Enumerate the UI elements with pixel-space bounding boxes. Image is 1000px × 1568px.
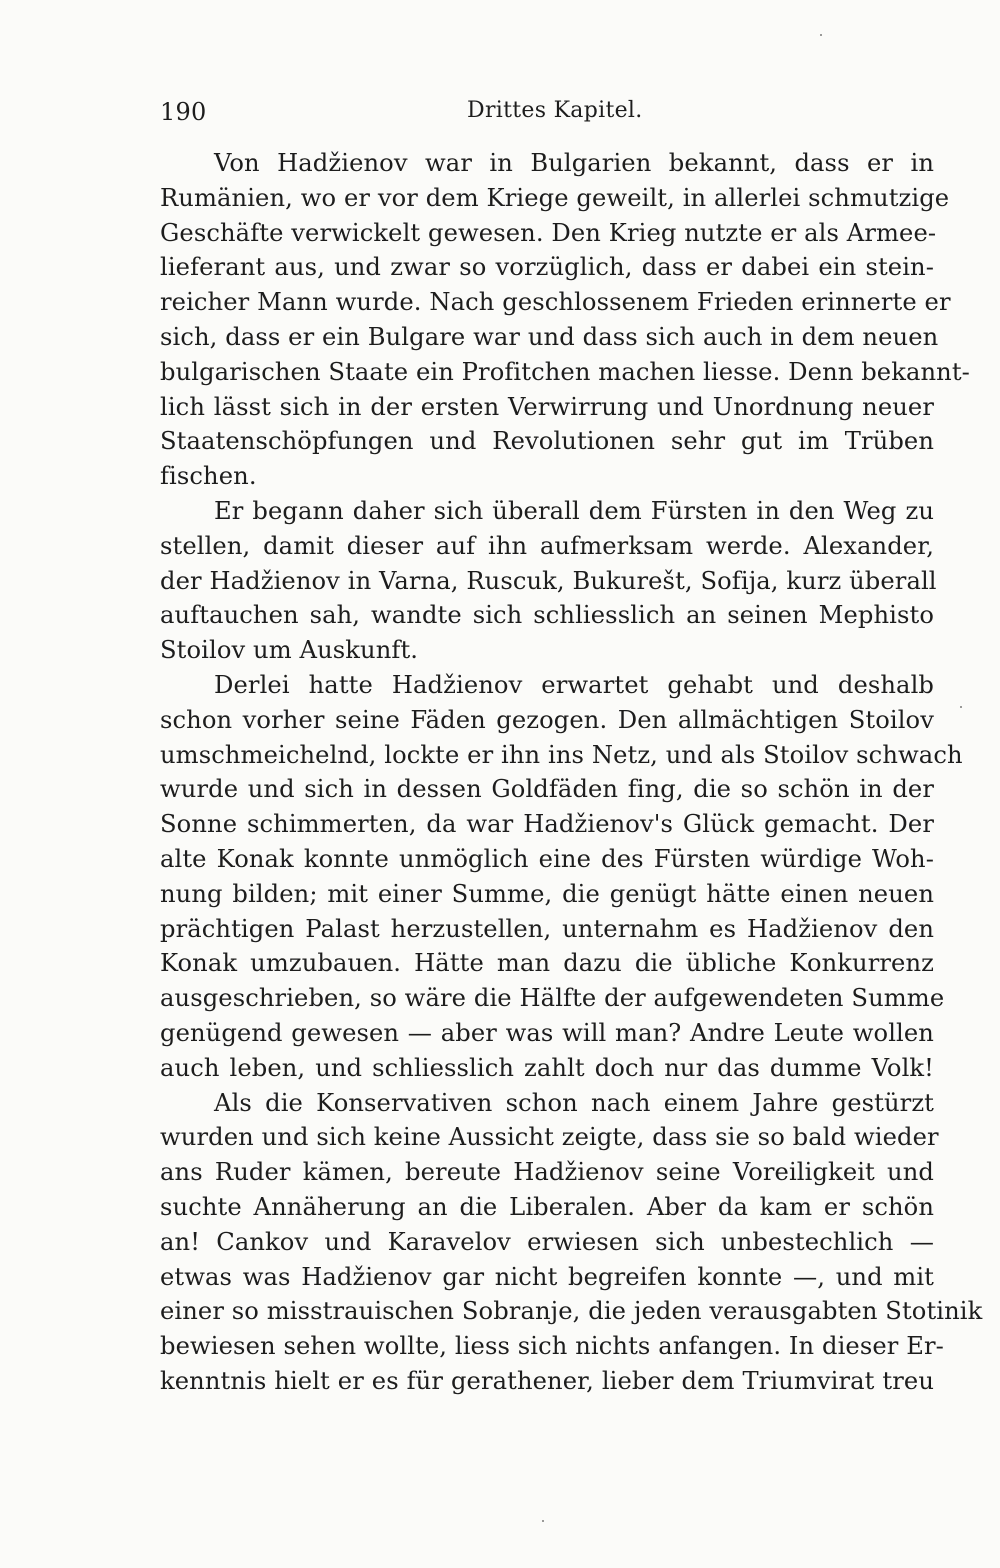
text-line: fischen. — [160, 462, 257, 491]
text-line: bewiesen sehen wollte, liess sich nichts anfangen. In dieser Er- — [160, 1332, 944, 1361]
text-line: etwas was Hadžienov gar nicht begreifen konnte —, und mit — [160, 1262, 934, 1291]
scan-mark — [542, 1520, 544, 1522]
text-line: der Hadžienov in Varna, Ruscuk, Bukurešt, Sofija, kurz überall — [160, 566, 937, 595]
text-line: Konak umzubauen. Hätte man dazu die übliche Konkurrenz — [160, 949, 934, 978]
text-line: Er begann daher sich überall dem Fürsten in den Weg zu — [214, 496, 934, 525]
text-line: lich lässt sich in der ersten Verwirrung und Unordnung neuer — [160, 392, 934, 421]
text-line: kenntnis hielt er es für gerathener, lieber dem Triumvirat treu — [160, 1366, 934, 1395]
scan-mark — [960, 706, 962, 708]
text-line: wurde und sich in dessen Goldfäden fing, die so schön in der — [160, 775, 934, 804]
text-line: alte Konak konnte unmöglich eine des Fürsten würdige Woh- — [160, 844, 934, 873]
running-head: Drittes Kapitel. — [467, 98, 643, 123]
text-line: ausgeschrieben, so wäre die Hälfte der aufgewendeten Summe — [160, 984, 945, 1013]
text-line: schon vorher seine Fäden gezogen. Den allmächtigen Stoilov — [160, 705, 934, 734]
text-line: Als die Konservativen schon nach einem Jahre gestürzt — [214, 1088, 934, 1117]
text-line: reicher Mann wurde. Nach geschlossenem Frieden erinnerte er — [160, 288, 951, 317]
text-line: Staatenschöpfungen und Revolutionen sehr gut im Trüben — [160, 427, 934, 456]
paragraph-1 — [160, 146, 970, 494]
page-number: 190 — [160, 98, 207, 126]
page-header — [160, 98, 934, 138]
text-line: Sonne schimmerten, da war Hadžienov's Glück gemacht. Der — [160, 810, 934, 839]
text-line: nung bilden; mit einer Summe, die genügt hätte einen neuen — [160, 879, 934, 908]
paragraph-2 — [160, 494, 937, 668]
text-line: an! Cankov und Karavelov erwiesen sich unbestechlich — — [160, 1227, 934, 1256]
scan-mark — [820, 34, 822, 36]
text-line: auftauchen sah, wandte sich schliesslich an seinen Mephisto — [160, 601, 934, 630]
paragraph-3 — [160, 668, 963, 1086]
text-line: umschmeichelnd, lockte er ihn ins Netz, und als Stoilov schwach — [160, 740, 963, 769]
text-line: ans Ruder kämen, bereute Hadžienov seine Voreiligkeit und — [160, 1158, 934, 1187]
text-line: einer so misstrauischen Sobranje, die jeden verausgabten Stotinik — [160, 1297, 983, 1326]
text-line: Stoilov um Auskunft. — [160, 636, 419, 665]
text-line: sich, dass er ein Bulgare war und dass sich auch in dem neuen — [160, 322, 939, 351]
text-line: Derlei hatte Hadžienov erwartet gehabt und deshalb — [214, 670, 934, 699]
text-line: auch leben, und schliesslich zahlt doch nur das dumme Volk! — [160, 1053, 934, 1082]
text-line: bulgarischen Staate ein Profitchen machen liesse. Denn bekannt- — [160, 357, 970, 386]
text-line: genügend gewesen — aber was will man? Andre Leute wollen — [160, 1018, 934, 1047]
text-line: stellen, damit dieser auf ihn aufmerksam werde. Alexander, — [160, 531, 934, 560]
text-line: suchte Annäherung an die Liberalen. Aber da kam er schön — [160, 1192, 934, 1221]
text-line: Von Hadžienov war in Bulgarien bekannt, dass er in — [214, 149, 934, 177]
text-line: prächtigen Palast herzustellen, unternahm es Hadžienov den — [160, 914, 934, 943]
paragraph-4 — [160, 1086, 983, 1399]
text-line: lieferant aus, und zwar so vorzüglich, dass er dabei ein stein- — [160, 253, 934, 282]
text-line: wurden und sich keine Aussicht zeigte, dass sie so bald wieder — [160, 1123, 939, 1152]
text-line: Geschäfte verwickelt gewesen. Den Krieg nutzte er als Armee- — [160, 218, 937, 247]
body-text — [160, 146, 983, 1399]
text-line: Rumänien, wo er vor dem Kriege geweilt, in allerlei schmutzige — [160, 183, 950, 212]
